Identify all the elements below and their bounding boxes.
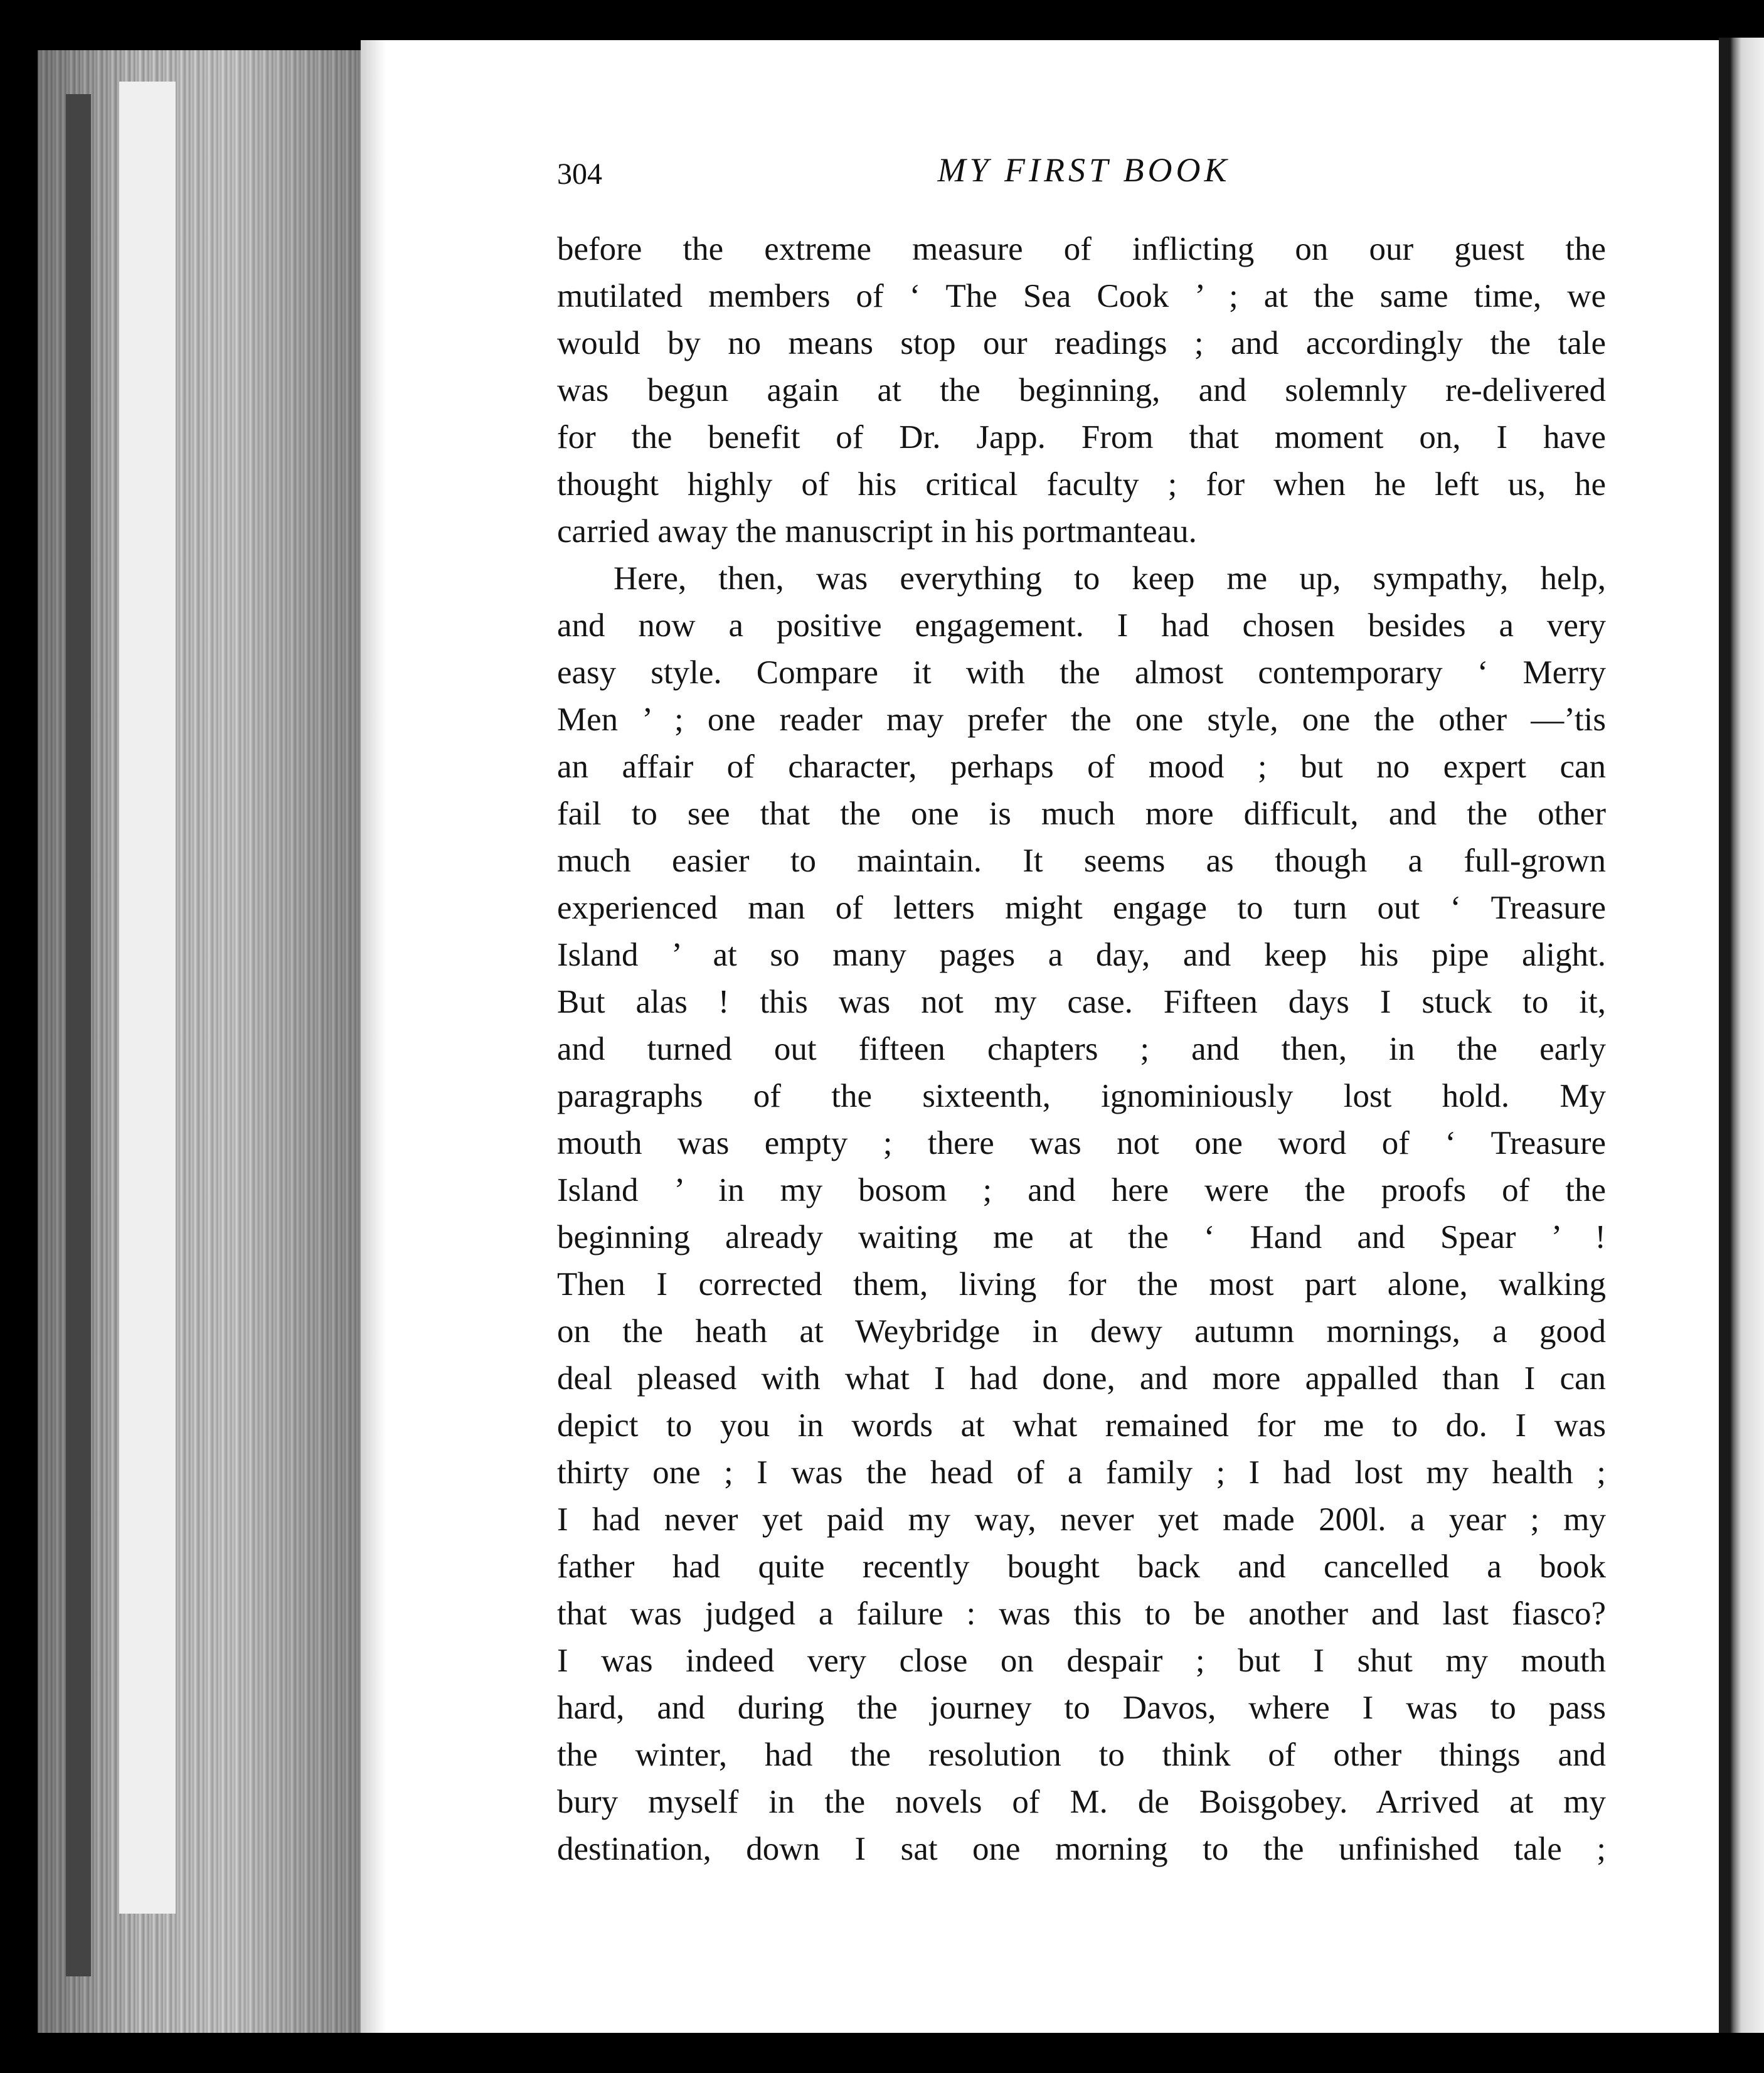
text-line: Island ’ at so many pages a day, and keep his pipe alight. (557, 937, 1606, 973)
text-line: for the benefit of Dr. Japp. From that moment on, I have (557, 419, 1606, 456)
running-title: MY FIRST BOOK (937, 151, 1231, 189)
text-line: carried away the manuscript in his portmanteau. (557, 513, 1197, 550)
text-line: destination, down I sat one morning to the unfinished tale ; (557, 1831, 1606, 1867)
text-line: much easier to maintain. It seems as though a full-grown (557, 843, 1606, 879)
text-line: would by no means stop our readings ; and accordingly the tale (557, 325, 1606, 361)
text-line: But alas ! this was not my case. Fifteen days I stuck to it, (557, 984, 1606, 1020)
book-spine-shadow (66, 94, 91, 1976)
text-line: I had never yet paid my way, never yet made 200l. a year ; my (557, 1501, 1606, 1538)
text-line: fail to see that the one is much more difficult, and the other (557, 796, 1606, 832)
text-line: beginning already waiting me at the ‘ Hand and Spear ’ ! (557, 1219, 1606, 1255)
text-line: the winter, had the resolution to think of other things and (557, 1737, 1606, 1773)
text-line: Men ’ ; one reader may prefer the one style, one the other —’tis (557, 701, 1606, 738)
text-line: father had quite recently bought back and cancelled a book (557, 1548, 1606, 1585)
text-line: and now a positive engagement. I had chosen besides a very (557, 607, 1606, 644)
running-head (557, 151, 1611, 201)
text-line: and turned out fifteen chapters ; and then, in the early (557, 1031, 1606, 1067)
page-gutter-shadow (361, 40, 386, 2033)
next-page-edge (1719, 38, 1764, 2033)
page-number: 304 (557, 157, 602, 191)
body-text (557, 226, 1606, 1873)
text-line: easy style. Compare it with the almost contemporary ‘ Merry (557, 654, 1606, 691)
text-line: mutilated members of ‘ The Sea Cook ’ ; at the same time, we (557, 278, 1606, 314)
text-line: experienced man of letters might engage to turn out ‘ Treasure (557, 890, 1606, 926)
text-line: that was judged a failure : was this to be another and last fiasco? (557, 1596, 1606, 1632)
text-line: depict to you in words at what remained for me to do. I was (557, 1407, 1606, 1444)
text-line: thought highly of his critical faculty ; for when he left us, he (557, 466, 1606, 503)
text-line: thirty one ; I was the head of a family ; I had lost my health ; (557, 1454, 1606, 1491)
text-line: before the extreme measure of inflicting on our guest the (557, 231, 1606, 267)
text-line: Then I corrected them, living for the most part alone, walking (557, 1266, 1606, 1303)
text-line: I was indeed very close on despair ; but I shut my mouth (557, 1643, 1606, 1679)
text-line: was begun again at the beginning, and solemnly re-delivered (557, 372, 1606, 408)
text-line: on the heath at Weybridge in dewy autumn mornings, a good (557, 1313, 1606, 1350)
text-line: bury myself in the novels of M. de Boisgobey. Arrived at my (557, 1784, 1606, 1820)
text-line: mouth was empty ; there was not one word of ‘ Treasure (557, 1125, 1606, 1161)
text-line: hard, and during the journey to Davos, where I was to pass (557, 1690, 1606, 1726)
text-line: deal pleased with what I had done, and more appalled than I can (557, 1360, 1606, 1397)
text-line: Island ’ in my bosom ; and here were the proofs of the (557, 1172, 1606, 1208)
text-line: an affair of character, perhaps of mood ; but no expert can (557, 749, 1606, 785)
scan-border-bottom (0, 2033, 1764, 2073)
text-line: paragraphs of the sixteenth, ignominiously lost hold. My (557, 1078, 1606, 1114)
book-spine-highlight (119, 82, 176, 1914)
paragraph-first-line: Here, then, was everything to keep me up, sympathy, help, (614, 560, 1606, 597)
